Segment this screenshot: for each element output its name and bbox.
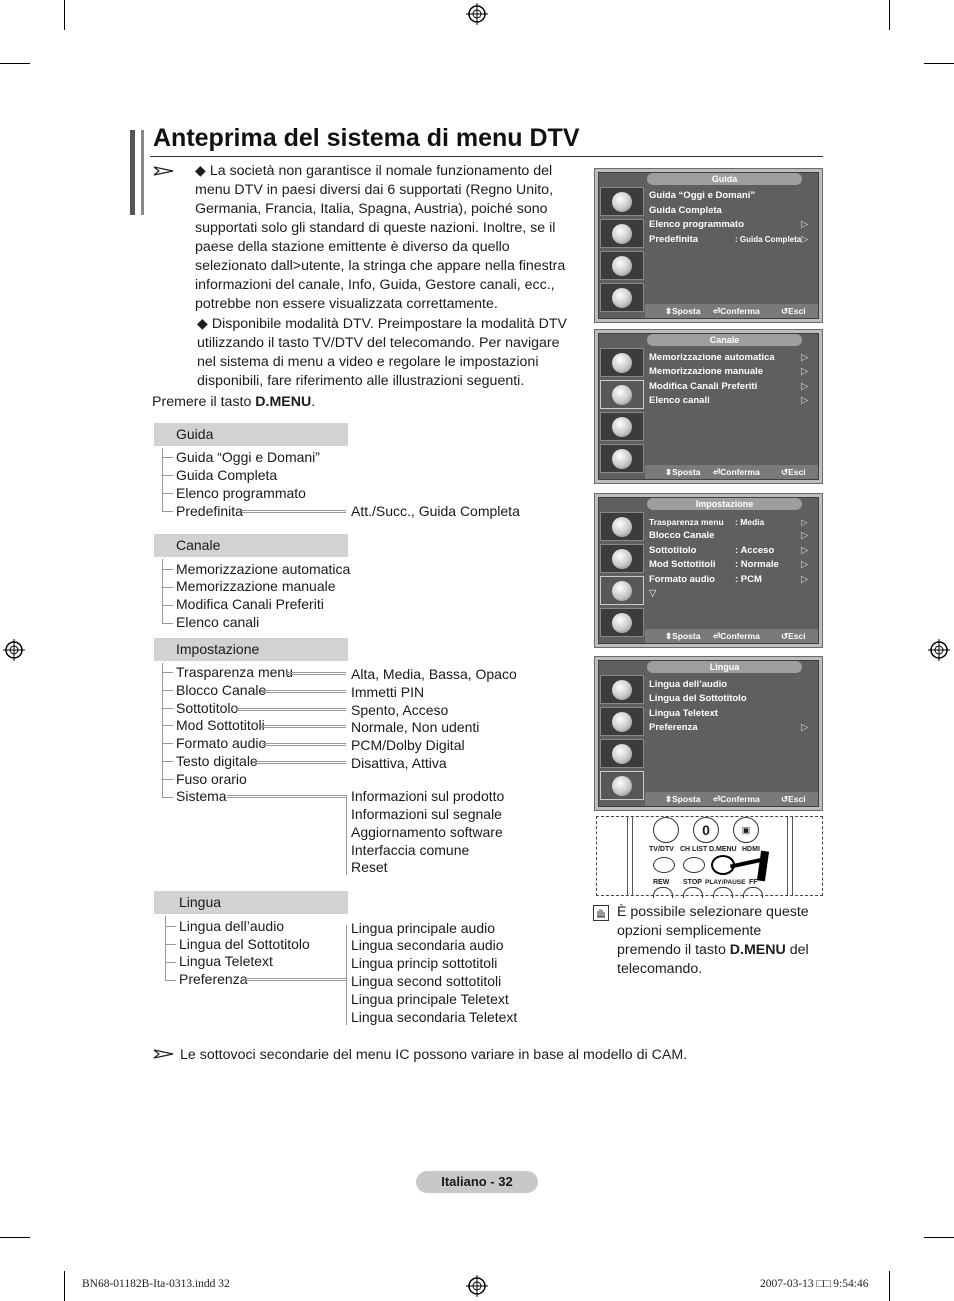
tree-connector — [162, 725, 173, 726]
tree-value: Informazioni sul segnale — [351, 806, 502, 822]
page-title: Anteprima del sistema di menu DTV — [153, 124, 580, 152]
leader-line — [254, 761, 346, 764]
leader-line — [227, 795, 346, 798]
remote-button-zero: 0 — [693, 817, 719, 843]
osd-menu-icon-lingua — [600, 771, 644, 800]
osd-footer: ⬍ Sposta ⏎ Conferma ↺ Esci — [645, 629, 818, 643]
remote-label: HDMI — [742, 846, 760, 853]
remote-button — [757, 851, 769, 882]
remote-button-stop-icon — [683, 887, 703, 898]
osd-tab: Lingua — [647, 661, 802, 673]
remote-label: D.MENU — [709, 846, 737, 853]
tree-connector — [165, 980, 176, 981]
tree-item: Predefinita — [176, 503, 243, 519]
osd-row: Formato audio : PCM ▷ — [649, 574, 809, 585]
tree-value: Att./Succ., Guida Completa — [351, 503, 520, 519]
osd-menu-icon-guida — [600, 348, 644, 377]
bottom-note: Le sottovoci secondarie del menu IC possono variare in base al modello di CAM. — [180, 1047, 688, 1063]
crop-mark — [889, 0, 890, 30]
title-accent-bar — [130, 130, 144, 215]
remote-label: PLAY/PAUSE — [705, 879, 746, 886]
osd-tab: Impostazione — [647, 498, 802, 510]
osd-row: Lingua del Sottotitolo — [649, 693, 747, 704]
osd-row: Guida Completa — [649, 205, 722, 216]
tree-value: Alta, Media, Bassa, Opaco — [351, 666, 517, 682]
tree-item: Trasparenza menu — [176, 664, 293, 680]
remote-button — [683, 857, 705, 873]
tree-connector — [162, 457, 173, 458]
osd-menu-icon-impostazione — [600, 739, 644, 768]
remote-button-ff-icon — [743, 887, 763, 898]
osd-row: Preferenza ▷ — [649, 722, 809, 733]
osd-row: Elenco programmato ▷ — [649, 219, 809, 230]
osd-row: Sottotitolo : Acceso ▷ — [649, 545, 809, 556]
tree-connector — [162, 672, 173, 673]
osd-row: Memorizzazione automatica ▷ — [649, 352, 809, 363]
tip-text: È possibile selezionare queste opzioni semplicemente premendo il tasto D.MENU del telecomando. — [617, 904, 809, 977]
tree-bracket — [346, 795, 347, 875]
tree-item: Sottotitolo — [176, 700, 239, 716]
tree-connector — [162, 743, 173, 744]
remote-button — [653, 817, 679, 843]
note-paragraph-1: ◆ La società non garantisce il nomale funzionamento del menu DTV in paesi diversi dai 6 supportati (Regno Unito, Germania, Francia, Italia, Spagna, Austria), poiché sono supportati solo gli standard di queste nazioni. Inoltre, se il paese della stazione emittente è diverso da quello selezionato dall>utente, la stringa che appare nella finestra informazioni del canale, Info, Guida, Gestore canali, ecc., potrebbe non essere visualizzata correttamente. — [195, 163, 566, 312]
crop-mark — [0, 63, 30, 64]
remote-body-edge — [627, 817, 633, 895]
tree-item: Preferenza — [179, 971, 248, 987]
remote-label: CH LIST — [680, 846, 708, 853]
osd-menu-icon-canale — [600, 219, 644, 248]
crop-mark — [924, 63, 954, 64]
remote-label: TV/DTV — [649, 846, 674, 853]
osd-screen-guida — [594, 168, 823, 323]
remote-button-rew-icon — [653, 887, 673, 898]
tree-connector — [162, 761, 173, 762]
tree-connector — [162, 605, 173, 606]
note-paragraph-2: ◆ Disponibile modalità DTV. Preimpostare la modalità DTV utilizzando il tasto TV/DTV del telecomando. Per navigare nel sistema di menu a video e regolare le impostazioni disponibili, fare riferimento alle illustrazioni seguenti. — [197, 316, 567, 389]
osd-menu-icon-lingua — [600, 444, 644, 473]
osd-row: Guida “Oggi e Domani” — [649, 190, 756, 201]
print-slug-right: 2007-03-13 □□ 9:54:46 — [760, 1278, 869, 1290]
remote-button — [653, 857, 675, 873]
tree-value: Aggiornamento software — [351, 824, 503, 840]
osd-menu-icon-canale — [600, 380, 644, 409]
osd-menu-icon-lingua — [600, 283, 644, 312]
tree-connector — [162, 511, 173, 512]
osd-menu-icon-guida — [600, 187, 644, 216]
crop-mark — [64, 0, 65, 30]
tree-header-canale: Canale — [154, 534, 348, 557]
osd-menu-icon-canale — [600, 707, 644, 736]
tree-connector — [165, 962, 176, 963]
tree-value: Interfaccia comune — [351, 842, 470, 858]
tree-connector — [162, 587, 173, 588]
crop-mark — [64, 1271, 65, 1301]
registration-mark-icon — [466, 3, 488, 25]
note-arrow-icon — [153, 165, 175, 177]
osd-menu-icon-impostazione — [600, 251, 644, 280]
osd-row: Memorizzazione manuale ▷ — [649, 366, 809, 377]
tree-item: Memorizzazione automatica — [176, 561, 351, 577]
page-number-badge: Italiano - 32 — [416, 1171, 538, 1193]
remote-label: REW — [653, 879, 670, 886]
tree-connector — [165, 926, 176, 927]
tree-connector — [162, 663, 163, 797]
tree-item: Mod Sottotitoli — [176, 717, 265, 733]
leader-line — [262, 690, 346, 693]
tree-item: Fuso orario — [176, 771, 247, 787]
tree-item: Elenco canali — [176, 614, 260, 630]
remote-control-detail — [596, 816, 823, 896]
tree-item: Lingua del Sottotitolo — [179, 936, 310, 952]
tree-connector — [162, 475, 173, 476]
osd-screen-lingua — [594, 656, 823, 811]
osd-footer: ⬍ Sposta ⏎ Conferma ↺ Esci — [645, 792, 818, 806]
press-prefix: Premere il tasto — [152, 394, 256, 410]
tree-connector — [165, 944, 176, 945]
tree-item: Testo digitale — [176, 753, 258, 769]
title-rule — [150, 156, 823, 157]
registration-mark-icon — [466, 1275, 488, 1297]
tree-value: Immetti PIN — [351, 684, 425, 700]
tree-item: Formato audio — [176, 735, 267, 751]
osd-footer: ⬍ Sposta ⏎ Conferma ↺ Esci — [645, 465, 818, 479]
osd-tab: Canale — [647, 334, 802, 346]
print-slug-left: BN68-01182B-Ita-0313.indd 32 — [82, 1278, 230, 1290]
osd-screen-canale — [594, 329, 823, 484]
osd-footer: ⬍ Sposta ⏎ Conferma ↺ Esci — [645, 304, 818, 318]
osd-row: Trasparenza menu : Media ▷ — [649, 517, 808, 527]
remote-body-edge — [787, 817, 793, 895]
tree-connector — [162, 690, 173, 691]
tree-value: Normale, Non udenti — [351, 719, 480, 735]
tree-connector — [162, 623, 173, 624]
osd-row: Mod Sottotitoli : Normale ▷ — [649, 559, 809, 570]
tree-header-guida: Guida — [154, 423, 348, 446]
leader-line — [262, 743, 346, 746]
tree-header-lingua: Lingua — [154, 891, 348, 914]
osd-menu-icon-impostazione — [600, 576, 644, 605]
leader-line — [261, 725, 346, 728]
registration-mark-icon — [3, 639, 25, 661]
crop-mark — [924, 1237, 954, 1238]
note-arrow-icon — [153, 1048, 175, 1060]
tree-value: Lingua princip sottotitoli — [351, 955, 498, 971]
tree-item: Memorizzazione manuale — [176, 578, 336, 594]
tree-item: Modifica Canali Preferiti — [176, 596, 324, 612]
osd-tab: Guida — [647, 173, 802, 185]
tree-connector — [162, 493, 173, 494]
tree-header-impostazione: Impostazione — [154, 638, 348, 661]
tree-value: Lingua principale Teletext — [351, 991, 509, 1007]
tree-connector — [162, 797, 173, 798]
osd-row: Lingua Teletext — [649, 708, 718, 719]
tree-item: Guida “Oggi e Domani” — [176, 449, 320, 465]
osd-menu-icon-guida — [600, 512, 644, 541]
tree-item: Lingua Teletext — [179, 953, 273, 969]
leader-line — [242, 510, 346, 513]
osd-menu-icon-guida — [600, 675, 644, 704]
tree-connector — [162, 569, 173, 570]
press-key: D.MENU — [255, 394, 312, 410]
osd-row: Modifica Canali Preferiti ▷ — [649, 381, 809, 392]
leader-line — [245, 978, 346, 981]
tree-bracket — [346, 925, 347, 1025]
osd-scroll-down-icon: ▽ — [649, 588, 657, 599]
osd-menu-icon-canale — [600, 544, 644, 573]
tree-item: Blocco Canale — [176, 682, 267, 698]
osd-row: Predefinita : Guida Completa ▷ — [649, 234, 809, 245]
crop-mark — [889, 1271, 890, 1301]
tree-value: Lingua second sottotitoli — [351, 973, 502, 989]
tree-item: Sistema — [176, 788, 227, 804]
tree-connector — [162, 779, 173, 780]
osd-menu-icon-lingua — [600, 608, 644, 637]
leader-line — [286, 672, 346, 675]
tree-value: PCM/Dolby Digital — [351, 737, 465, 753]
tree-value: Informazioni sul prodotto — [351, 788, 505, 804]
osd-menu-icon-impostazione — [600, 412, 644, 441]
crop-mark — [0, 1237, 30, 1238]
remote-button-prech-icon: ▣ — [733, 817, 759, 843]
remote-label: STOP — [683, 879, 702, 886]
remote-label: FF — [749, 879, 758, 886]
tree-connector — [162, 708, 173, 709]
tree-value: Lingua principale audio — [351, 920, 495, 936]
leader-line — [236, 708, 346, 711]
tree-value: Lingua secondaria audio — [351, 937, 504, 953]
press-instruction — [152, 393, 315, 412]
tree-item: Lingua dell’audio — [179, 918, 285, 934]
tree-value: Spento, Acceso — [351, 702, 449, 718]
remote-button-play-icon — [713, 887, 733, 898]
tree-value: Lingua secondaria Teletext — [351, 1009, 518, 1025]
hand-note-icon — [593, 905, 609, 921]
press-suffix: . — [311, 394, 316, 410]
osd-row: Lingua dell’audio — [649, 679, 728, 690]
osd-row: Blocco Canale ▷ — [649, 530, 809, 541]
tree-item: Elenco programmato — [176, 485, 306, 501]
registration-mark-icon — [928, 639, 950, 661]
tree-item: Guida Completa — [176, 467, 278, 483]
tree-value: Reset — [351, 859, 388, 875]
tree-value: Disattiva, Attiva — [351, 755, 447, 771]
osd-screen-impostazione — [594, 493, 823, 648]
osd-row: Elenco canali ▷ — [649, 395, 809, 406]
